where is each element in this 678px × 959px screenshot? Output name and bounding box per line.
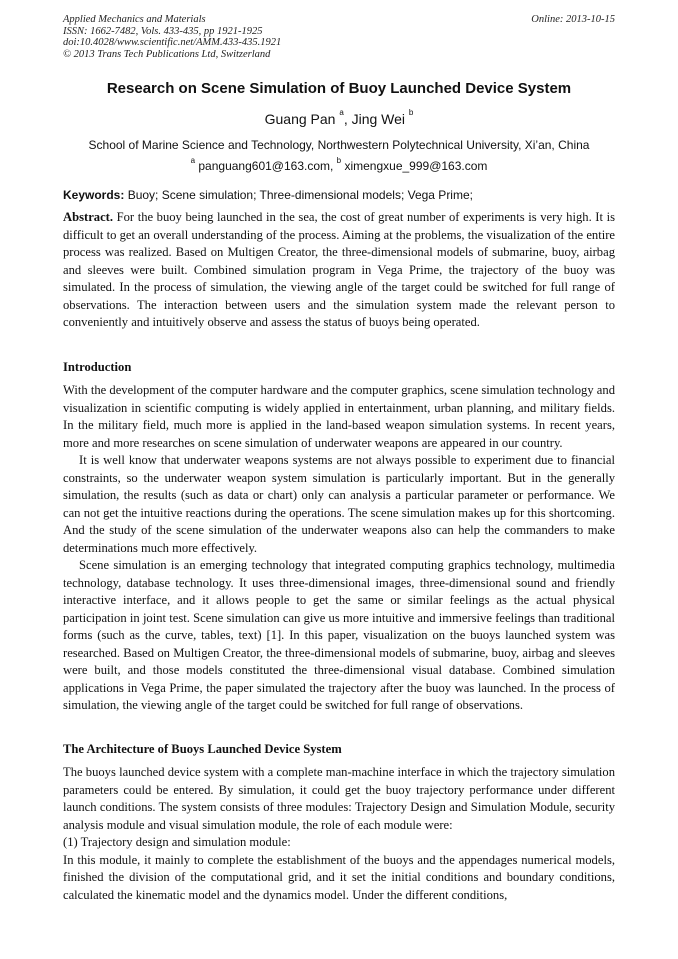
- email-superscript: b: [336, 156, 342, 165]
- issn-line: ISSN: 1662-7482, Vols. 433-435, pp 1921-1925: [63, 25, 263, 37]
- abstract-text: For the buoy being launched in the sea, the cost of great number of experiments is very high. It is difficult to get an overall understanding of the process. Aiming at the problems, the visualization of the entire process was realized. Based on Multigen Creator, the three-dimensional models of submarine, buoy, airbag and sleeves were built. Combined simulation program in Vega Prime, the trajectory of the buoy was simulated. In the process of simulation, the viewing angle of the target could be switched for full range of observations. The interaction between users and the simulation system made the relevant person to conveniently and intuitively observe and assess the status of buoys being operated.: [63, 210, 615, 329]
- email-line: [0, 156, 678, 173]
- list-item: (1) Trajectory design and simulation module:: [63, 835, 291, 849]
- doi-line: doi:10.4028/www.scientific.net/AMM.433-435.1921: [63, 37, 282, 48]
- author-name: Guang Pan: [264, 111, 336, 127]
- author-name: Jing Wei: [351, 111, 406, 127]
- email-address: ximengxue_999@163.com: [344, 159, 488, 173]
- introduction-body: [63, 382, 615, 715]
- paragraph: The buoys launched device system with a complete man-machine interface in which the trajectory simulation parameters could be entered. By simulation, it could get the buoy trajectory performance under different launch conditions. The system consists of three modules: Trajectory Design and Simulation Module, security analysis module and visual simulation module, the role of each module were:: [63, 765, 615, 832]
- copyright-line: © 2013 Trans Tech Publications Ltd, Switzerland: [63, 48, 271, 60]
- author-line: [0, 108, 678, 127]
- journal-header: [63, 14, 281, 60]
- online-date: Online: 2013-10-15: [531, 14, 615, 25]
- paragraph: In this module, it mainly to complete the establishment of the buoys and the appendages numerical models, finished the division of the computational grid, and it set the initial conditions and boundary conditions, calculated the kinematic model and the dynamics model. Under the different conditions,: [63, 852, 615, 902]
- section-heading: Introduction: [63, 360, 132, 374]
- keywords: [63, 188, 473, 202]
- paragraph: With the development of the computer hardware and the computer graphics, scene simulation technology and visualization in scientific computing is widely applied in entertainment, urban planning, and military fields. In the military field, much more is applied in the land-based weapon simulation systems. In recent years, more and more researches on scene simulation of underwater weapons are appeared in our country.: [63, 383, 615, 450]
- author-superscript: b: [408, 108, 414, 117]
- keywords-text: Buoy; Scene simulation; Three-dimensional models; Vega Prime;: [124, 188, 473, 202]
- section-heading: The Architecture of Buoys Launched Device System: [63, 742, 342, 756]
- email-superscript: a: [190, 156, 196, 165]
- paragraph: Scene simulation is an emerging technology that integrated computing graphics technology, multimedia technology, database technology. It uses three-dimensional images, three-dimensional sound and friendly interactive interface, and it allows people to get the same or similar feelings as the actual physical participation in joint test. Scene simulation can give us more intuitive and immersive feelings than traditional forms (such as the curve, tables, text) [1]. In this paper, visualization on the buoys launched system was researched. Based on Multigen Creator, the three-dimensional models of submarine, buoy, airbag and sleeves were built, and those models constituted the three-dimensional visual database. Combined simulation applications in Vega Prime, the paper simulated the trajectory after the buoy was launched. In the process of simulation, the viewing angle of the target could be switched for full range of observations.: [63, 558, 615, 712]
- keywords-label: Keywords:: [63, 188, 125, 202]
- abstract-label: Abstract.: [63, 210, 114, 224]
- affiliation: School of Marine Science and Technology, Northwestern Polytechnical University, Xi’an, China: [88, 138, 590, 152]
- email-address: panguang601@163.com,: [198, 159, 337, 173]
- author-separator: ,: [343, 111, 352, 127]
- author-superscript: a: [339, 108, 344, 117]
- paper-title: Research on Scene Simulation of Buoy Launched Device System: [106, 80, 572, 97]
- paragraph: It is well know that underwater weapons systems are not always possible to experiment due to financial constraints, so the underwater weapon system simulation is particularly important. But in the generally simulation, the results (such as data or chart) only can analysis a particular parameter or performance. We can not get the intuitive reactions during the operations. The scene simulation makes up for this shortcoming. And the study of the scene simulation of the underwater weapons also can help the commanders to make determinations much more effectively.: [63, 453, 615, 555]
- abstract: [63, 209, 615, 332]
- journal-name: Applied Mechanics and Materials: [63, 14, 206, 25]
- architecture-body: [63, 764, 615, 904]
